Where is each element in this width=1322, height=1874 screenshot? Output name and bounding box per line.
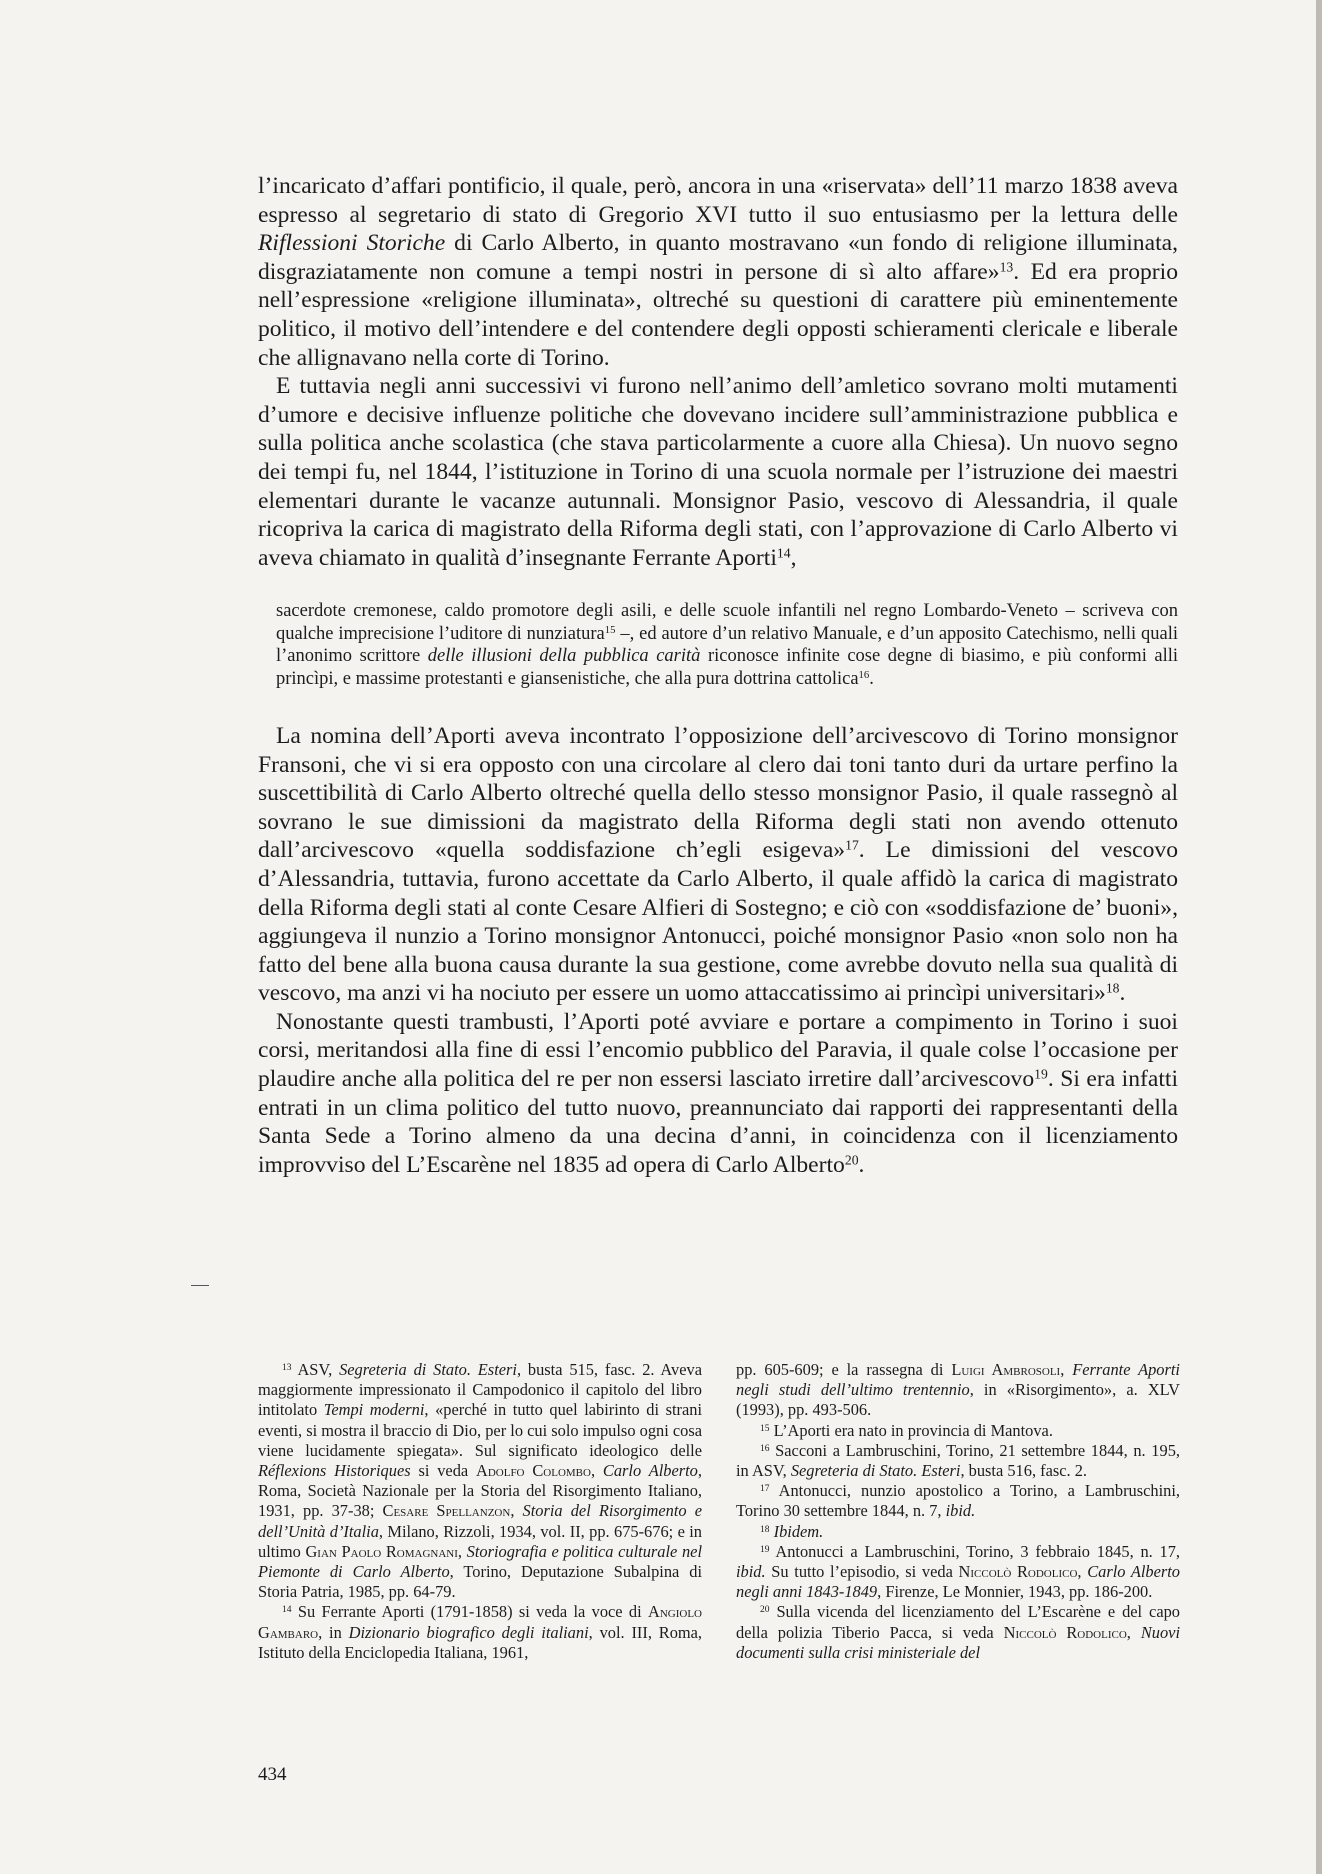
footnote-13: $^{13}$ ASV, Segreteria di Stato. Esteri, busta 515, fasc. 2. Aveva maggiormente impressionato il Campodonico il capitolo del libro intitolato Tempi moderni, «perché in tutto quel labirinto di strani eventi, si mostra il braccio di Dio, per lo cui solo impulso ogni cosa viene lucidamente spiegata». Sul significato ideologico delle Réflexions Historiques si veda Adolfo Colombo, Carlo Alberto, Roma, Società Nazionale per la Storia del Risorgimento Italiano, 1931, pp. 37-38; Cesare Spellanzon, Storia del Risorgimento e dell’Unità d’Italia, Milano, Rizzoli, 1934, vol. II, pp. 675-676; e in ultimo Gian Paolo Romagnani, Storiografia e politica culturale nel Piemonte di Carlo Alberto, Torino, Deputazione Subalpina di Storia Patria, 1985, pp. 64-79. (258, 1360, 702, 1602)
footnote-ref-13[interactable]: 13 (999, 259, 1014, 275)
footnote-20: $^{20}$ Sulla vicenda del licenziamento del L’Escarène e del capo della polizia Tiberio Pacca, si veda Niccolò Rodolico, Nuovi documenti sulla crisi ministeriale del (736, 1602, 1180, 1662)
text-run: . (1119, 980, 1126, 1007)
footnote-number: 15 (760, 1423, 770, 1434)
footnote-number: 13 (282, 1362, 292, 1373)
footnote-ref-17[interactable]: 17 (845, 837, 859, 853)
footnote-number: 18 (760, 1524, 770, 1535)
footnote-17: $^{17}$ Antonucci, nunzio apostolico a Torino, a Lambruschini, Torino 30 settembre 1844, n. 7, ibid. (736, 1481, 1180, 1521)
text-run: , (790, 544, 797, 571)
footnote-number: 17 (760, 1484, 770, 1494)
footnote-18: $^{18}$ Ibidem. (760, 1521, 824, 1541)
footnote-14: $^{14}$ Su Ferrante Aporti (1791-1858) si veda la voce di Angiolo Gambaro, in Dizionario biografico degli italiani, vol. III, Roma, Istituto della Enciclopedia Italiana, 1961, (258, 1602, 703, 1662)
footnotes-right-column (736, 1360, 1180, 1663)
text-run: . Ed era proprio nell’espressione «religione illuminata», oltreché su questioni di carattere più eminentemente politico, il motivo dell’intendere e del contendere degli opposti schieramenti clericale e liberale che allignavano nella corte di Torino. (258, 258, 1179, 371)
text-run: . (869, 668, 874, 689)
footnote-ref-18[interactable]: 18 (1105, 980, 1120, 996)
footnote-number: 20 (760, 1605, 770, 1616)
footnote-15: $^{15}$ L’Aporti era nato in provincia di Mantova. (760, 1420, 1053, 1440)
paragraph-1 (258, 172, 1178, 372)
text-run: di Carlo Alberto, in quanto mostravano «un fondo di religione illuminata, disgraziatamente non comune a tempi nostri in persone di sì alto affare» (258, 230, 1178, 285)
paragraph-3 (258, 722, 1178, 1008)
text-run: La nomina dell’Aporti aveva incontrato l’opposizione dell’arcivescovo di Torino monsignor Fransoni, che vi si era opposto con una circolare al clero dai toni tanto duri da urtare perfino la suscettibilità di Carlo Alberto oltreché quella dello stesso monsignor Pasio, il quale rassegnò al sovrano le sue dimissioni da magistrato della Riforma degli stati non avendo ottenuto dall’arcivescovo «quella soddisfazione ch’egli esigeva» (258, 722, 1178, 864)
footnote-number: 19 (760, 1544, 770, 1555)
footnote-number: 16 (760, 1443, 770, 1454)
footnote-ref-16[interactable]: 16 (858, 668, 870, 681)
paragraph-2 (258, 372, 1178, 572)
footnotes (258, 1360, 1180, 1663)
footnotes-left-column (258, 1360, 702, 1663)
footnote-ref-20[interactable]: 20 (844, 1152, 859, 1168)
page-edge (1316, 0, 1322, 1874)
block-quote (276, 600, 1178, 690)
footnote-14-continued: pp. 605-609; e la rassegna di Luigi Ambrosoli, Ferrante Aporti negli studi dell’ultimo trentennio, in «Risorgimento», a. XLV (1993), pp. 493-506. (736, 1360, 1181, 1420)
footnote-ref-15[interactable]: 15 (604, 623, 616, 636)
book-title: Riflessioni Storiche (258, 230, 446, 257)
text-run: –, ed autore d’un relativo Manuale, e d’un apposito Catechismo, nelli quali l’anonimo scrittore (276, 623, 1178, 667)
text-run: . (858, 1151, 865, 1178)
text-run: . Le dimissioni del vescovo d’Alessandria, tuttavia, furono accettate da Carlo Alberto, il quale affidò la carica di magistrato della Riforma degli stati al conte Cesare Alfieri di Sostegno; e ciò con «soddisfazione de’ buoni», aggiungeva il nunzio a Torino monsignor Antonucci, poiché monsignor Pasio «non solo non ha fatto del bene alla buona causa durante la sua gestione, come avrebbe dovuto nella sua qualità di vescovo, ma anzi vi ha nociuto per essere un uomo attaccatissimo ai princìpi universitari» (258, 837, 1178, 1007)
text-run: E tuttavia negli anni successivi vi furono nell’animo dell’amletico sovrano molti mutamenti d’umore e decisive influenze politiche che dovevano incidere sull’amministrazione pubblica e sulla politica anche scolastica (che stava particolarmente a cuore alla Chiesa). Un nuovo segno dei tempi fu, nel 1844, l’istituzione in Torino di una scuola normale per l’istruzione dei maestri elementari durante le vacanze autunnali. Monsignor Pasio, vescovo di Alessandria, il quale ricopriva la carica di magistrato della Riforma degli stati, con l’approvazione di Carlo Alberto vi aveva chiamato in qualità d’insegnante Ferrante Aporti (258, 373, 1178, 571)
text-run: . Si era infatti entrati in un clima politico del tutto nuovo, preannunciato dai rapporti dei rappresentanti della Santa Sede a Torino almeno da una decina d’anni, in coincidenza con il licenziamento improvviso del L’Escarène nel 1835 ad opera di Carlo Alberto (258, 1066, 1178, 1178)
paragraph-4 (258, 1008, 1178, 1180)
text-run: Nonostante questi trambusti, l’Aporti poté avviare e portare a compimento in Torino i suoi corsi, meritandosi alla fine di essi l’encomio pubblico del Paravia, il quale colse l’occasione per plaudire anche alla politica del re per non essersi lasciato irretire dall’arcivescovo (258, 1008, 1178, 1093)
footnote-number: 14 (282, 1605, 292, 1616)
main-text (258, 172, 1178, 1179)
margin-mark (191, 1285, 209, 1286)
text-run: l’incaricato d’affari pontificio, il quale, però, ancora in una «riservata» dell’11 marzo 1838 aveva espresso al segretario di stato di Gregorio XVI tutto il suo entusiasmo per la lettura delle (258, 173, 1178, 228)
footnote-19: $^{19}$ Antonucci a Lambruschini, Torino, 3 febbraio 1845, n. 17, ibid. Su tutto l’episodio, si veda Niccolò Rodolico, Carlo Alberto negli anni 1843-1849, Firenze, Le Monnier, 1943, pp. 186-200. (736, 1541, 1180, 1602)
text-run: sacerdote cremonese, caldo promotore degli asili, e delle scuole infantili nel regno Lombardo-Veneto – scriveva con qualche imprecisione l’uditore di nunziatura (276, 601, 1178, 644)
page-number: 434 (258, 1764, 287, 1785)
quoted-title: delle illusioni della pubblica carità (427, 646, 701, 667)
footnote-16: $^{16}$ Sacconi a Lambruschini, Torino, 21 settembre 1844, n. 195, in ASV, Segreteria di Stato. Esteri, busta 516, fasc. 2. (736, 1440, 1180, 1481)
footnote-ref-14[interactable]: 14 (776, 545, 791, 561)
footnote-ref-19[interactable]: 19 (1034, 1066, 1048, 1082)
text-run: riconosce infinite cose degne di biasimo, e più conformi alli princìpi, e massime protestanti e giansenistiche, che alla pura dottrina cattolica (276, 646, 1179, 689)
